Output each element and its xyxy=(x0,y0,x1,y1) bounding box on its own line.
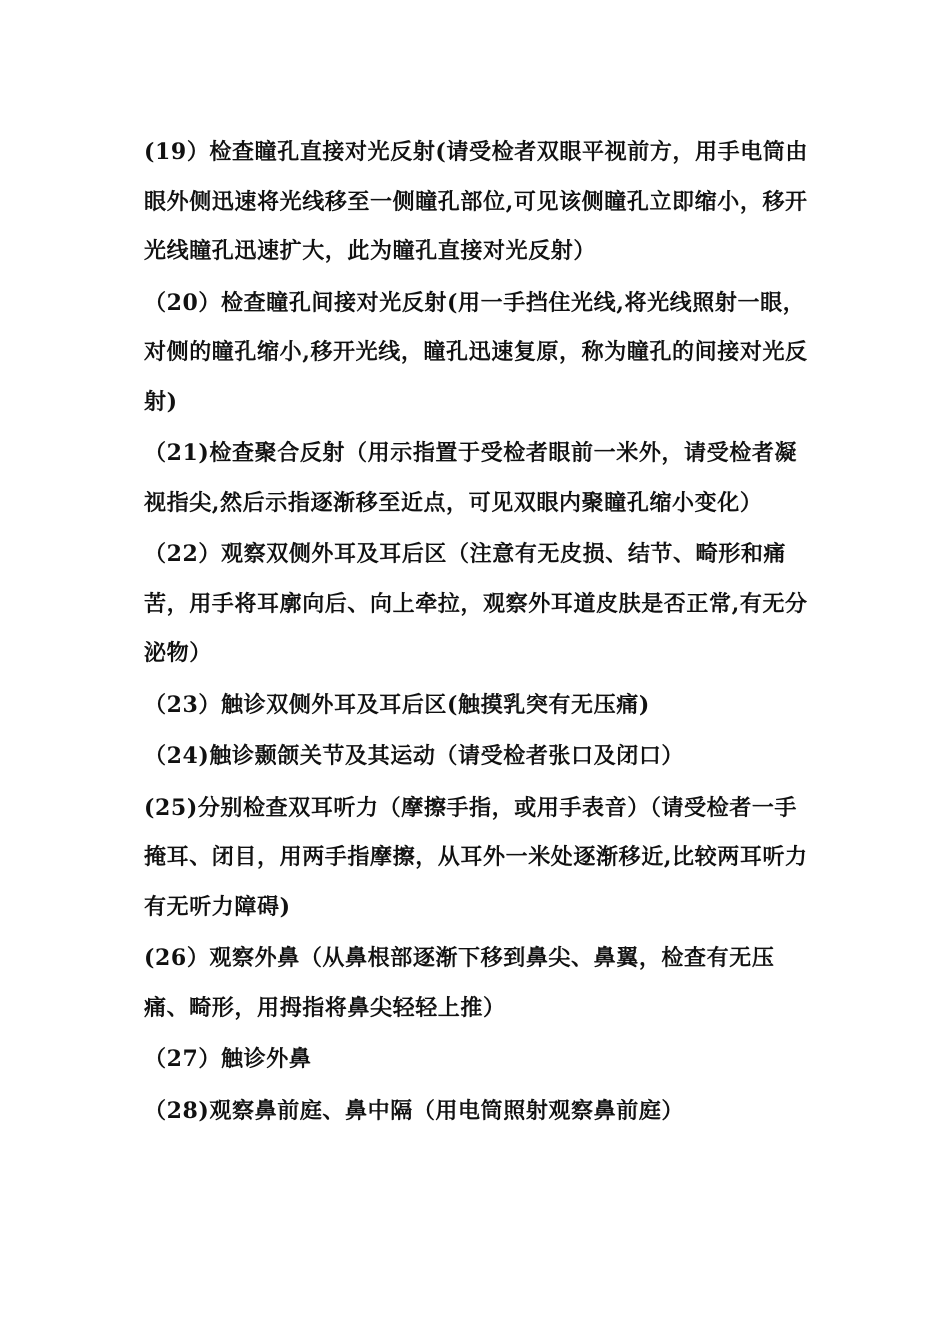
paragraph-19: (19）检查瞳孔直接对光反射(请受检者双眼平视前方，用手电筒由眼外侧迅速将光线移至一侧瞳孔部位,可见该侧瞳孔立即缩小，移开光线瞳孔迅速扩大，此为瞳孔直接对光反射） xyxy=(144,139,809,264)
paragraph-21: （21)检查聚合反射（用示指置于受检者眼前一米外，请受检者凝视指尖,然后示指逐渐移至近点，可见双眼内聚瞳孔缩小变化） xyxy=(144,440,798,516)
paragraph-27: （27）触诊外鼻 xyxy=(144,1046,312,1072)
paragraph-20: （20）检查瞳孔间接对光反射(用一手挡住光线,将光线照射一眼，对侧的瞳孔缩小,移开光线，瞳孔迅速复原，称为瞳孔的间接对光反射) xyxy=(144,289,808,415)
paragraph-28: （28)观察鼻前庭、鼻中隔（用电筒照射观察鼻前庭） xyxy=(144,1097,685,1124)
paragraph-25: (25)分别检查双耳听力（摩擦手指，或用手表音）（请受检者一手掩耳、闭目，用两手指摩擦，从耳外一米处逐渐移近,比较两耳听力有无听力障碍) xyxy=(144,794,808,920)
paragraph-23: （23）触诊双侧外耳及耳后区(触摸乳突有无压痛) xyxy=(144,691,650,718)
paragraph-22: （22）观察双侧外耳及耳后区（注意有无皮损、结节、畸形和痛苦，用手将耳廓向后、向上牵拉，观察外耳道皮肤是否正常,有无分泌物） xyxy=(144,541,808,666)
document-body xyxy=(144,128,812,1138)
paragraph-24: （24)触诊颞颌关节及其运动（请受检者张口及闭口） xyxy=(144,743,685,769)
paragraph-26: (26）观察外鼻（从鼻根部逐渐下移到鼻尖、鼻翼，检查有无压痛、畸形，用拇指将鼻尖轻轻上推） xyxy=(144,945,775,1021)
